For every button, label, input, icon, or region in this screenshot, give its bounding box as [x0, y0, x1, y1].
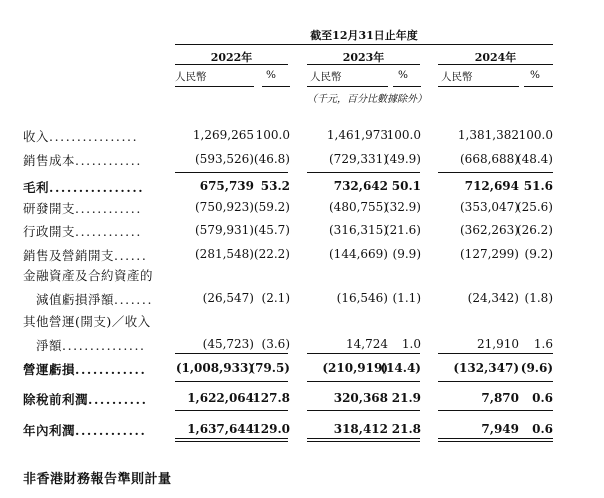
percent-cell: (32.9)	[384, 200, 421, 214]
row-label	[23, 390, 148, 408]
row-label-text: 研發開支	[23, 201, 76, 216]
percent-cell: (9.9)	[392, 247, 421, 261]
percent-cell: 21.9	[391, 391, 421, 405]
amount-cell: 1,622,064	[187, 391, 254, 405]
row-label-text: 年內利潤	[23, 423, 76, 438]
rule-before-oploss-a	[175, 353, 288, 354]
percent-cell: (49.9)	[384, 152, 421, 166]
amount-cell: (26,547)	[202, 291, 254, 305]
leader-dots: ............	[75, 153, 142, 168]
percent-cell: (21.6)	[384, 223, 421, 237]
units-note: （千元，百分比數據除外）	[307, 94, 427, 105]
amount-cell: 732,642	[333, 179, 388, 193]
amount-cell: (281,548)	[195, 247, 254, 261]
row-label	[23, 127, 138, 145]
amount-cell: (316,315)	[329, 223, 388, 237]
percent-cell: 53.2	[260, 179, 290, 193]
period-rule	[175, 44, 553, 45]
row-label-text: 毛利	[23, 180, 50, 195]
row-label	[23, 360, 146, 378]
leader-dots: ......	[114, 248, 148, 263]
amount-cell: (24,342)	[467, 291, 519, 305]
percent-cell: 0.6	[532, 422, 553, 436]
leader-dots: ............	[75, 201, 142, 216]
percent-cell: 21.8	[391, 422, 421, 436]
leader-dots: .......	[114, 292, 154, 307]
percent-cell: 100.0	[386, 128, 421, 142]
leader-dots: ..........	[88, 392, 148, 407]
amount-cell: 14,724	[346, 337, 388, 351]
row-label	[23, 151, 142, 169]
row-label-text: 減值虧損淨額	[36, 292, 115, 307]
rule-after-oploss-b	[307, 381, 420, 382]
amount-cell: (593,526)	[195, 152, 254, 166]
double-rule-top-b	[307, 438, 420, 439]
amount-cell: (668,688)	[460, 152, 519, 166]
percent-cell: (1.8)	[524, 291, 553, 305]
amount-cell: (729,331)	[329, 152, 388, 166]
year-rule-2022	[175, 64, 288, 65]
percent-cell: 1.0	[401, 337, 421, 351]
row-label	[23, 312, 151, 330]
rule-after-pbt-b	[307, 410, 420, 411]
rule-after-pbt-c	[438, 410, 553, 411]
rule-after-oploss-c	[438, 381, 553, 382]
percent-cell: (22.2)	[253, 247, 290, 261]
leader-dots: ............	[75, 224, 142, 239]
leader-dots: ................	[49, 129, 139, 144]
row-label-text: 銷售及營銷開支	[23, 248, 115, 263]
rule-before-oploss-b	[307, 353, 420, 354]
percent-cell: (79.5)	[249, 361, 290, 375]
percent-cell: 50.1	[391, 179, 421, 193]
col-pct-2023: %	[398, 69, 408, 81]
percent-cell: 0.6	[532, 391, 553, 405]
amount-cell: 1,461,973	[326, 128, 388, 142]
sub-rule-pct-2022	[262, 86, 290, 87]
period-header: 截至12月31日止年度	[310, 29, 418, 42]
percent-cell: (1.1)	[392, 291, 421, 305]
percent-cell: (59.2)	[253, 200, 290, 214]
percent-cell: (2.1)	[261, 291, 290, 305]
double-rule-top-a	[175, 438, 288, 439]
col-rmb-2022: 人民幣	[175, 71, 207, 83]
amount-cell: 21,910	[477, 337, 519, 351]
amount-cell: (132,347)	[453, 361, 519, 375]
percent-cell: (14.4)	[380, 361, 421, 375]
leader-dots: ............	[75, 423, 147, 438]
year-rule-2023	[307, 64, 420, 65]
rule-after-oploss-a	[175, 381, 288, 382]
row-label	[36, 336, 146, 354]
col-rmb-2024: 人民幣	[441, 71, 473, 83]
sub-rule-rmb-2022	[175, 86, 254, 87]
sub-rule-rmb-2023	[307, 86, 388, 87]
year-header-2024: 2024年	[474, 51, 517, 64]
percent-cell: (48.4)	[516, 152, 553, 166]
percent-cell: 100.0	[255, 128, 290, 142]
leader-dots: ...............	[62, 338, 146, 353]
rule-before-gross-b	[307, 172, 420, 173]
amount-cell: 1,637,644	[187, 422, 254, 436]
leader-dots: ............	[75, 362, 147, 377]
row-label	[23, 266, 153, 284]
amount-cell: (750,923)	[195, 200, 254, 214]
col-pct-2022: %	[266, 69, 276, 81]
rule-before-oploss-c	[438, 353, 553, 354]
percent-cell: 127.8	[252, 391, 290, 405]
amount-cell: (362,263)	[460, 223, 519, 237]
year-header-2023: 2023年	[342, 51, 385, 64]
amount-cell: 320,368	[333, 391, 388, 405]
amount-cell: 675,739	[199, 179, 254, 193]
percent-cell: (46.8)	[253, 152, 290, 166]
amount-cell: (144,669)	[329, 247, 388, 261]
section-title-non-hkfrs: 非香港財務報告準則計量	[23, 472, 172, 487]
percent-cell: 100.0	[518, 128, 553, 142]
sub-rule-pct-2023	[393, 86, 421, 87]
amount-cell: (480,755)	[329, 200, 388, 214]
double-rule-bot-b	[307, 441, 420, 442]
col-pct-2024: %	[530, 69, 540, 81]
percent-cell: (9.2)	[524, 247, 553, 261]
amount-cell: 1,381,382	[457, 128, 519, 142]
percent-cell: 129.0	[252, 422, 290, 436]
percent-cell: (25.6)	[516, 200, 553, 214]
sub-rule-rmb-2024	[438, 86, 519, 87]
row-label-text: 銷售成本	[23, 153, 76, 168]
amount-cell: (45,723)	[202, 337, 254, 351]
amount-cell: 1,269,265	[192, 128, 254, 142]
amount-cell: (210,919)	[322, 361, 388, 375]
double-rule-bot-a	[175, 441, 288, 442]
rule-before-gross	[175, 172, 288, 173]
percent-cell: (3.6)	[261, 337, 290, 351]
amount-cell: (353,047)	[460, 200, 519, 214]
row-label	[23, 199, 142, 217]
percent-cell: (26.2)	[516, 223, 553, 237]
percent-cell: (45.7)	[253, 223, 290, 237]
double-rule-bot-c	[438, 441, 553, 442]
amount-cell: 318,412	[333, 422, 388, 436]
percent-cell: 1.6	[533, 337, 553, 351]
double-rule-top-c	[438, 438, 553, 439]
percent-cell: (9.6)	[520, 361, 553, 375]
amount-cell: (1,008,933)	[175, 361, 254, 375]
row-label	[23, 222, 142, 240]
leader-dots: ................	[49, 180, 145, 195]
sub-rule-pct-2024	[524, 86, 553, 87]
percent-cell: 51.6	[523, 179, 553, 193]
row-label-text: 除稅前利潤	[23, 392, 89, 407]
row-label	[23, 178, 144, 196]
row-label-text: 金融資產及合約資產的	[23, 268, 154, 283]
row-label-text: 營運虧損	[23, 362, 76, 377]
row-label-text: 淨額	[36, 338, 63, 353]
year-rule-2024	[438, 64, 553, 65]
rule-after-pbt-a	[175, 410, 288, 411]
amount-cell: 712,694	[464, 179, 519, 193]
row-label-text: 其他營運(開支)／收入	[23, 314, 151, 329]
row-label	[23, 246, 147, 264]
year-header-2022: 2022年	[210, 51, 253, 64]
row-label	[23, 421, 146, 439]
rule-before-gross-c	[438, 172, 553, 173]
amount-cell: (16,546)	[336, 291, 388, 305]
amount-cell: (127,299)	[460, 247, 519, 261]
amount-cell: 7,870	[481, 391, 519, 405]
row-label-text: 行政開支	[23, 224, 76, 239]
amount-cell: 7,949	[481, 422, 519, 436]
col-rmb-2023: 人民幣	[310, 71, 342, 83]
amount-cell: (579,931)	[195, 223, 254, 237]
row-label	[36, 290, 153, 308]
row-label-text: 收入	[23, 129, 50, 144]
